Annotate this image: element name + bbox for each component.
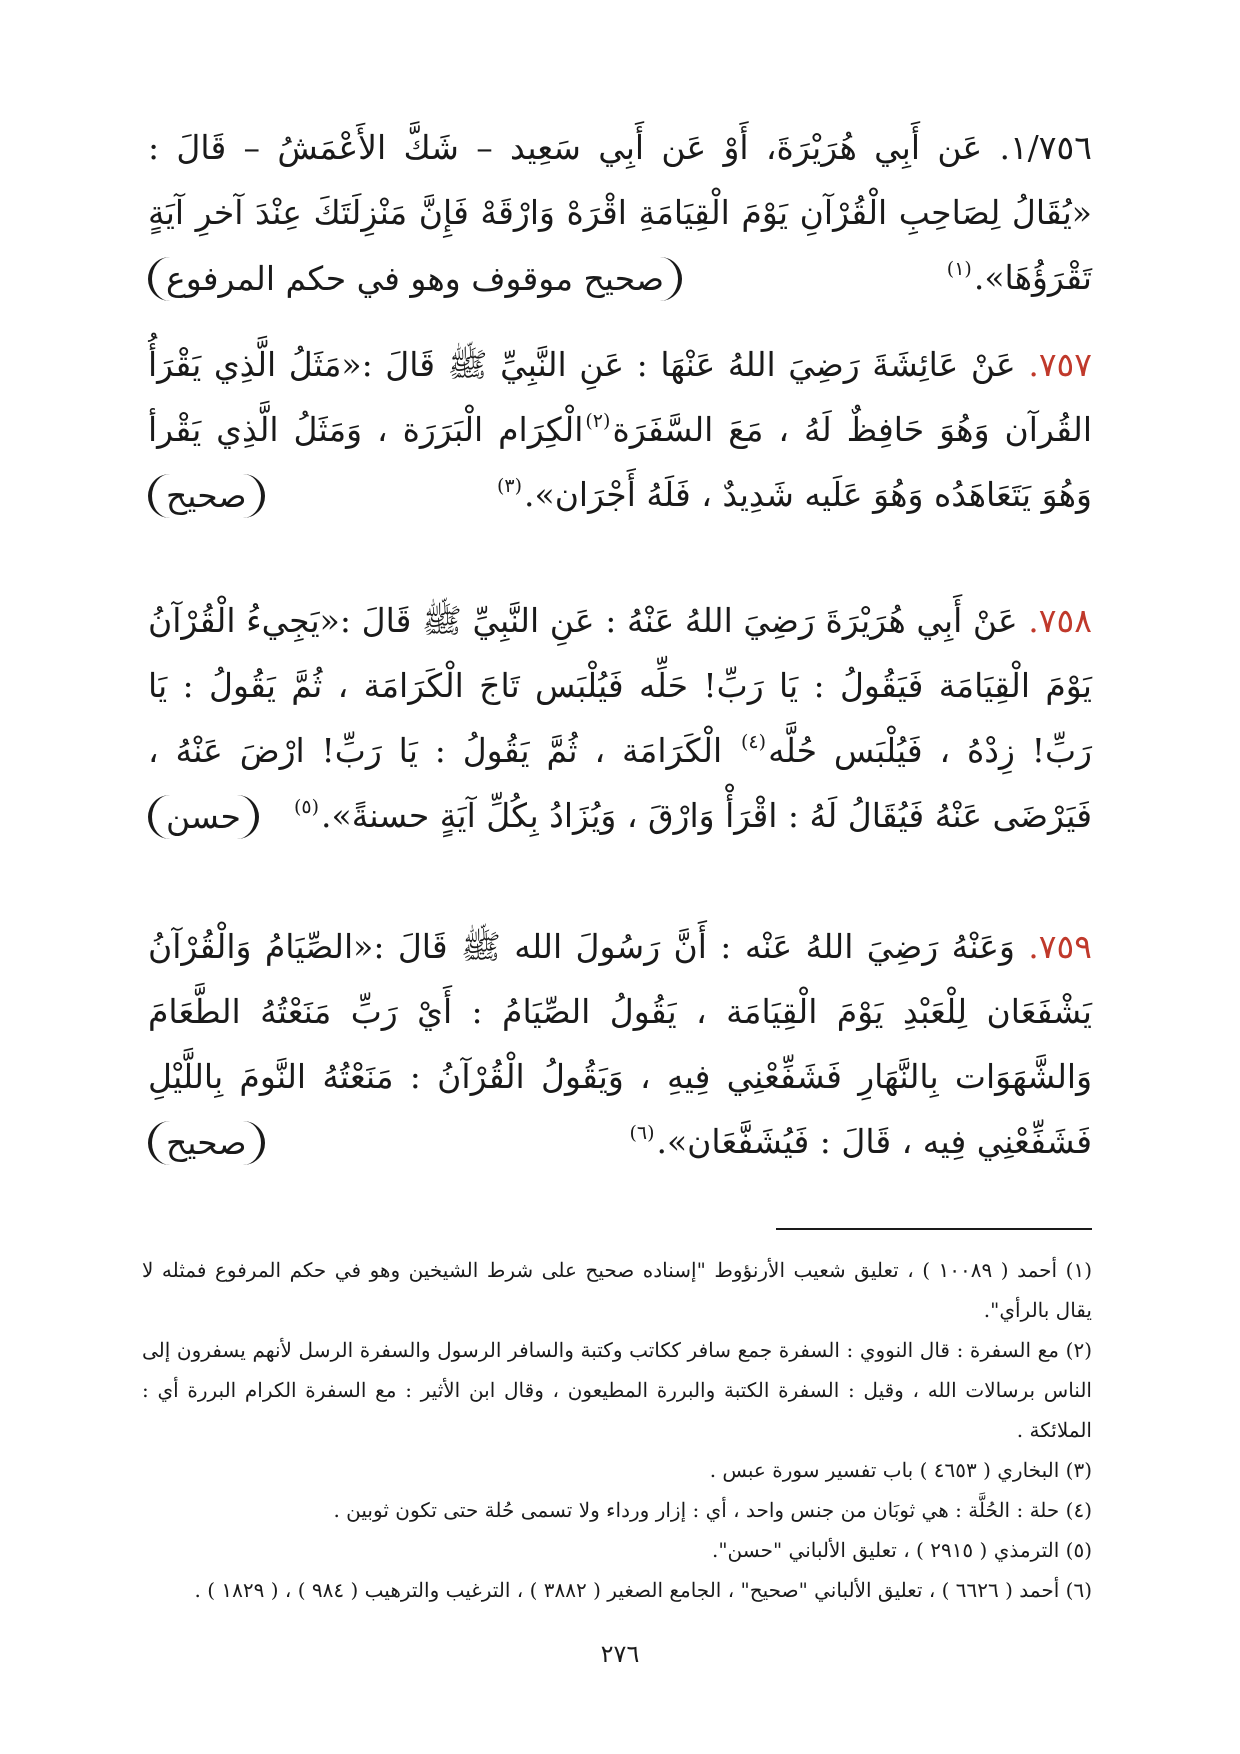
footnote-2: (٢) مع السفرة : قال النووي : السفرة جمع سافر ككاتب وكتبة والسافر الرسول والسفرة الرسل لأنهم يسفرون إلى الناس برسالات الله ، وقيل : السفرة الكتبة والبررة المطيعون ، وقال ابن الأثير : مع السفرة الكرام البررة أي : الملائكة . (142, 1338, 1092, 1442)
footnote-1: (١) أحمد ( ١٠٠٨٩ ) ، تعليق شعيب الأرنؤوط "إسناده صحيح على شرط الشيخين وهو في حكم المرفوع فمثله لا يقال بالرأي". (142, 1258, 1092, 1322)
footnote-4: (٤) حلة : الحُلَّة : هي ثوبَان من جنس واحد ، أي : إزار ورداء ولا تسمى حُلة حتى تكون ثوبين . (333, 1498, 1092, 1522)
footnote-ref: (٢) (585, 410, 611, 432)
footnote-separator (776, 1228, 1092, 1230)
page-number: ٢٧٦ (600, 1640, 640, 1668)
hadith-757 (148, 332, 1092, 527)
footnote-ref: (٣) (496, 475, 523, 497)
footnote-5: (٥) الترمذي ( ٢٩١٥ ) ، تعليق الألباني "حسن". (712, 1538, 1092, 1562)
hadith-grade: حسن (148, 795, 259, 839)
hadith-759 (148, 914, 1092, 1174)
hadith-grade: صحيح (148, 1121, 265, 1165)
footnote-ref: (١) (946, 258, 972, 280)
footnote-6: (٦) أحمد ( ٦٦٢٦ ) ، تعليق الألباني "صحيح" ، الجامع الصغير ( ٣٨٨٢ ) ، الترغيب والترهيب ( ٩٨٤ ) ، ( ١٨٢٩ ) . (194, 1578, 1092, 1602)
hadith-number: ٧٥٩. (1028, 927, 1092, 966)
hadith-text: عَنْ أَبِي هُرَيْرَةَ رَضِيَ اللهُ عَنْهُ : عَنِ النَّبِيِّ ﷺ قَالَ :«يَجِيءُ الْقُرْآنُ يَوْمَ الْقِيَامَة فَيَقُولُ : يَا رَبِّ! حَلِّه فَيُلْبَس تَاجَ الْكَرَامَة ، ثُمَّ يَقُولُ : يَا رَبِّ! زِدْهُ ، فَيُلْبَس حُلَّه (148, 601, 1092, 770)
footnotes (142, 1250, 1092, 1610)
hadith-grade: صحيح (148, 474, 265, 518)
hadith-text: وَعَنْهُ رَضِيَ اللهُ عَنْه : أَنَّ رَسُولَ الله ﷺ قَالَ :«الصِّيَامُ وَالْقُرْآنُ يَشْفَعَان لِلْعَبْدِ يَوْمَ الْقِيَامَة ، يَقُولُ الصِّيَامُ : أَيْ رَبِّ مَنَعْتُهُ الطَّعَامَ وَالشَّهَوَات بِالنَّهَارِ فَشَفِّعْنِي فِيهِ ، وَيَقُولُ الْقُرْآنُ : مَنَعْتُهُ النَّومَ بِاللَّيْلِ فَشَفِّعْنِي فِيه ، قَالَ : فَيُشَفَّعَان». (148, 927, 1092, 1161)
hadith-number: ٧٥٨. (1028, 601, 1092, 640)
hadith-text: عَن أَبِي هُرَيْرَةَ، أَوْ عَن أَبِي سَعِيد – شَكَّ الأَعْمَشُ – قَالَ : «يُقَالُ لِصَاحِبِ الْقُرْآنِ يَوْمَ الْقِيَامَةِ اقْرَهْ وَارْقَهْ فَإِنَّ مَنْزِلَتَكَ عِنْدَ آخرِ آيَةٍ تَقْرَؤُهَا». (148, 128, 1092, 297)
hadith-number: ١/٧٥٦. (999, 128, 1092, 167)
footnote-3: (٣) البخاري ( ٤٦٥٣ ) باب تفسير سورة عبس . (709, 1458, 1092, 1482)
hadith-text: عَنْ عَائِشَةَ رَضِيَ اللهُ عَنْهَا : عَنِ النَّبِيِّ ﷺ قَالَ :«مَثَلُ الَّذِي يَقْرَأُ القُرآن وَهُوَ حَافِظٌ لَهُ ، مَعَ السَّفَرَة (148, 345, 1092, 449)
hadith-grade: صحيح موقوف وهو في حكم المرفوع (148, 257, 682, 301)
hadith-text-continued: الْكِرَام الْبَرَرَة ، وَمَثَلُ الَّذِي يَقْرأ وَهُوَ يَتَعَاهَدُه وَهُوَ عَلَيه شَدِيدٌ ، فَلَهُ أَجْرَان». (148, 410, 1092, 514)
footnote-ref: (٤) (741, 731, 767, 753)
hadith-number: ٧٥٧. (1028, 345, 1092, 384)
hadith-text-continued: الْكَرَامَة ، ثُمَّ يَقُولُ : يَا رَبِّ! ارْضَ عَنْهُ ، فَيَرْضَى عَنْهُ فَيُقَالُ لَهُ : اقْرَأْ وَارْقَ ، وَيُزَادُ بِكُلِّ آيَةٍ حسنةً». (148, 731, 1092, 835)
hadith-758 (148, 588, 1092, 848)
footnote-ref: (٥) (293, 796, 320, 818)
footnote-ref: (٦) (629, 1122, 655, 1144)
hadith-756 (148, 115, 1092, 310)
